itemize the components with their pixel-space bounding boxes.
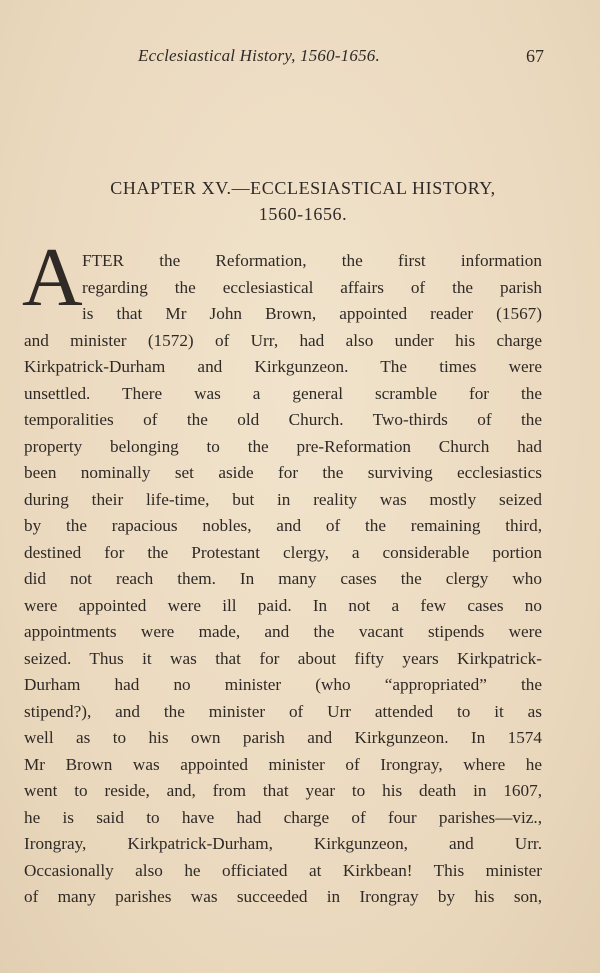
text-line: unsettled. There was a general scramble for the [24,383,542,403]
text-line: of many parishes was succeeded in Irongray by his son, [24,887,542,906]
text-line: destined for the Protestant clergy, a considerable portion [24,542,542,562]
text-line: regarding the ecclesiastical affairs of the parish [82,277,542,297]
text-line: seized. Thus it was that for about fifty years Kirkpatrick- [24,648,542,668]
text-line: appointments were made, and the vacant stipends were [24,622,542,641]
text-line: temporalities of the old Church. Two-thirds of the [24,410,542,429]
drop-cap: A [22,231,83,324]
text-line: Occasionally also he officiated at Kirkbean! This minister [24,860,542,880]
chapter-title-line-2: 1560-1656. [258,204,348,224]
chapter-title-line-1: CHAPTER XV.—ECCLESIASTICAL HISTORY, [110,178,496,198]
text-line: by the rapacious nobles, and of the remaining third, [24,516,542,535]
text-line: is that Mr John Brown, appointed reader (1567) [82,304,542,323]
text-line: Kirkpatrick-Durham and Kirkgunzeon. The times were [24,357,542,376]
text-line: he is said to have had charge of four parishes—viz., [24,807,542,827]
text-line: Irongray, Kirkpatrick-Durham, Kirkgunzeon, and Urr. [24,834,542,853]
text-line: well as to his own parish and Kirkgunzeon. In 1574 [24,728,542,747]
running-head-title: Ecclesiastical History, 1560-1656. [138,46,380,65]
text-line: Durham had no minister (who “appropriated” the [24,675,542,694]
text-line: Mr Brown was appointed minister of Irongray, where he [24,754,542,774]
text-line: and minister (1572) of Urr, had also under his charge [24,330,542,350]
text-line: property belonging to the pre-Reformation Church had [24,436,542,456]
text-line: FTER the Reformation, the first information [82,251,542,270]
text-line: been nominally set aside for the surviving ecclesiastics [24,463,542,482]
chapter-title [0,175,600,227]
text-line: were appointed were ill paid. In not a few cases no [24,595,542,615]
running-head [0,46,600,70]
text-line: did not reach them. In many cases the clergy who [24,569,542,588]
text-line: stipend?), and the minister of Urr attended to it as [24,701,542,721]
page-number: 67 [526,46,544,66]
text-line: during their life-time, but in reality was mostly seized [24,489,542,509]
text-line: went to reside, and, from that year to his death in 1607, [24,781,542,800]
